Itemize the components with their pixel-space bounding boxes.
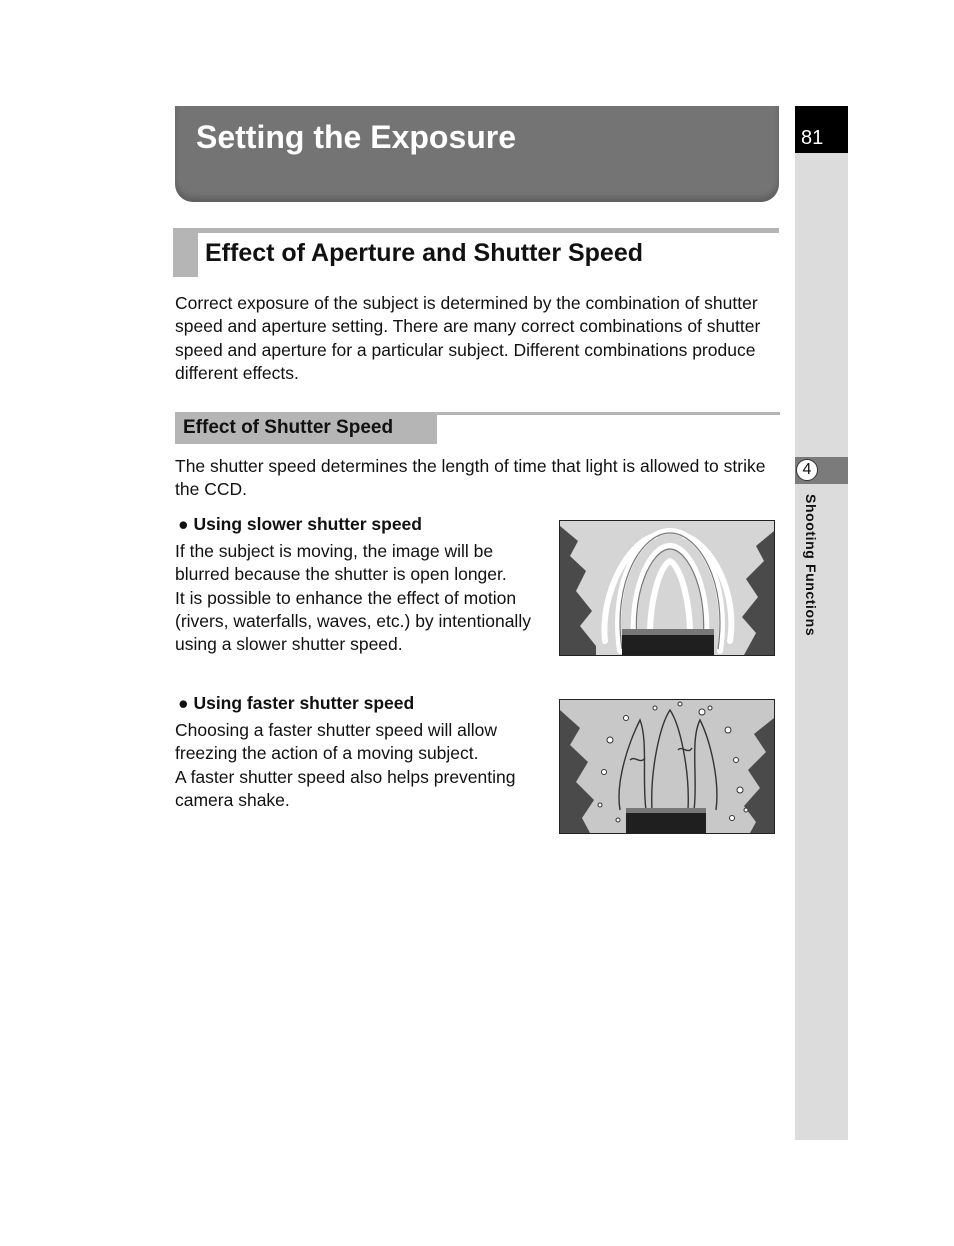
bullet-body-fast [175,719,545,812]
bullet-heading-slow [178,513,422,535]
bullet-heading-fast [178,692,414,714]
section-heading: Effect of Aperture and Shutter Speed [205,239,644,267]
bullet-dot-icon: ● [178,514,189,534]
chapter-title: Shooting Functions [803,494,819,637]
section-heading-bar [173,228,198,277]
bullet-body-line: It is possible to enhance the effect of motion (rivers, waterfalls, waves, etc.) by intentionally using a slower shutter speed. [175,587,531,655]
blurred-fountain-drawing [560,521,774,655]
section-intro: Correct exposure of the subject is determined by the combination of shutter speed and aperture setting. There are many correct combinations of shutter speed and aperture for a particular subject. Different combinations produce different effects. [175,293,761,383]
chapter-number: 4 [796,459,818,481]
bullet-dot-icon: ● [178,693,189,713]
page-title: Setting the Exposure [196,119,517,155]
bullet-body-line: A faster shutter speed also helps preventing camera shake. [175,766,516,810]
frozen-fountain-drawing [560,700,774,833]
bullet-heading-text: Using faster shutter speed [193,693,415,713]
bullet-body-line: If the subject is moving, the image will be blurred because the shutter is open longer. [175,541,507,585]
subsection-intro: The shutter speed determines the length of time that light is allowed to strike the CCD. [175,456,766,500]
slow-shutter-illustration [559,520,775,656]
section-heading-rule [198,228,779,233]
subsection-heading: Effect of Shutter Speed [183,417,394,438]
page-number: 81 [801,127,824,149]
bullet-heading-text: Using slower shutter speed [193,514,422,534]
bullet-body-slow [175,540,545,656]
fast-shutter-illustration [559,699,775,834]
bullet-body-line: Choosing a faster shutter speed will allow freezing the action of a moving subject. [175,720,497,764]
